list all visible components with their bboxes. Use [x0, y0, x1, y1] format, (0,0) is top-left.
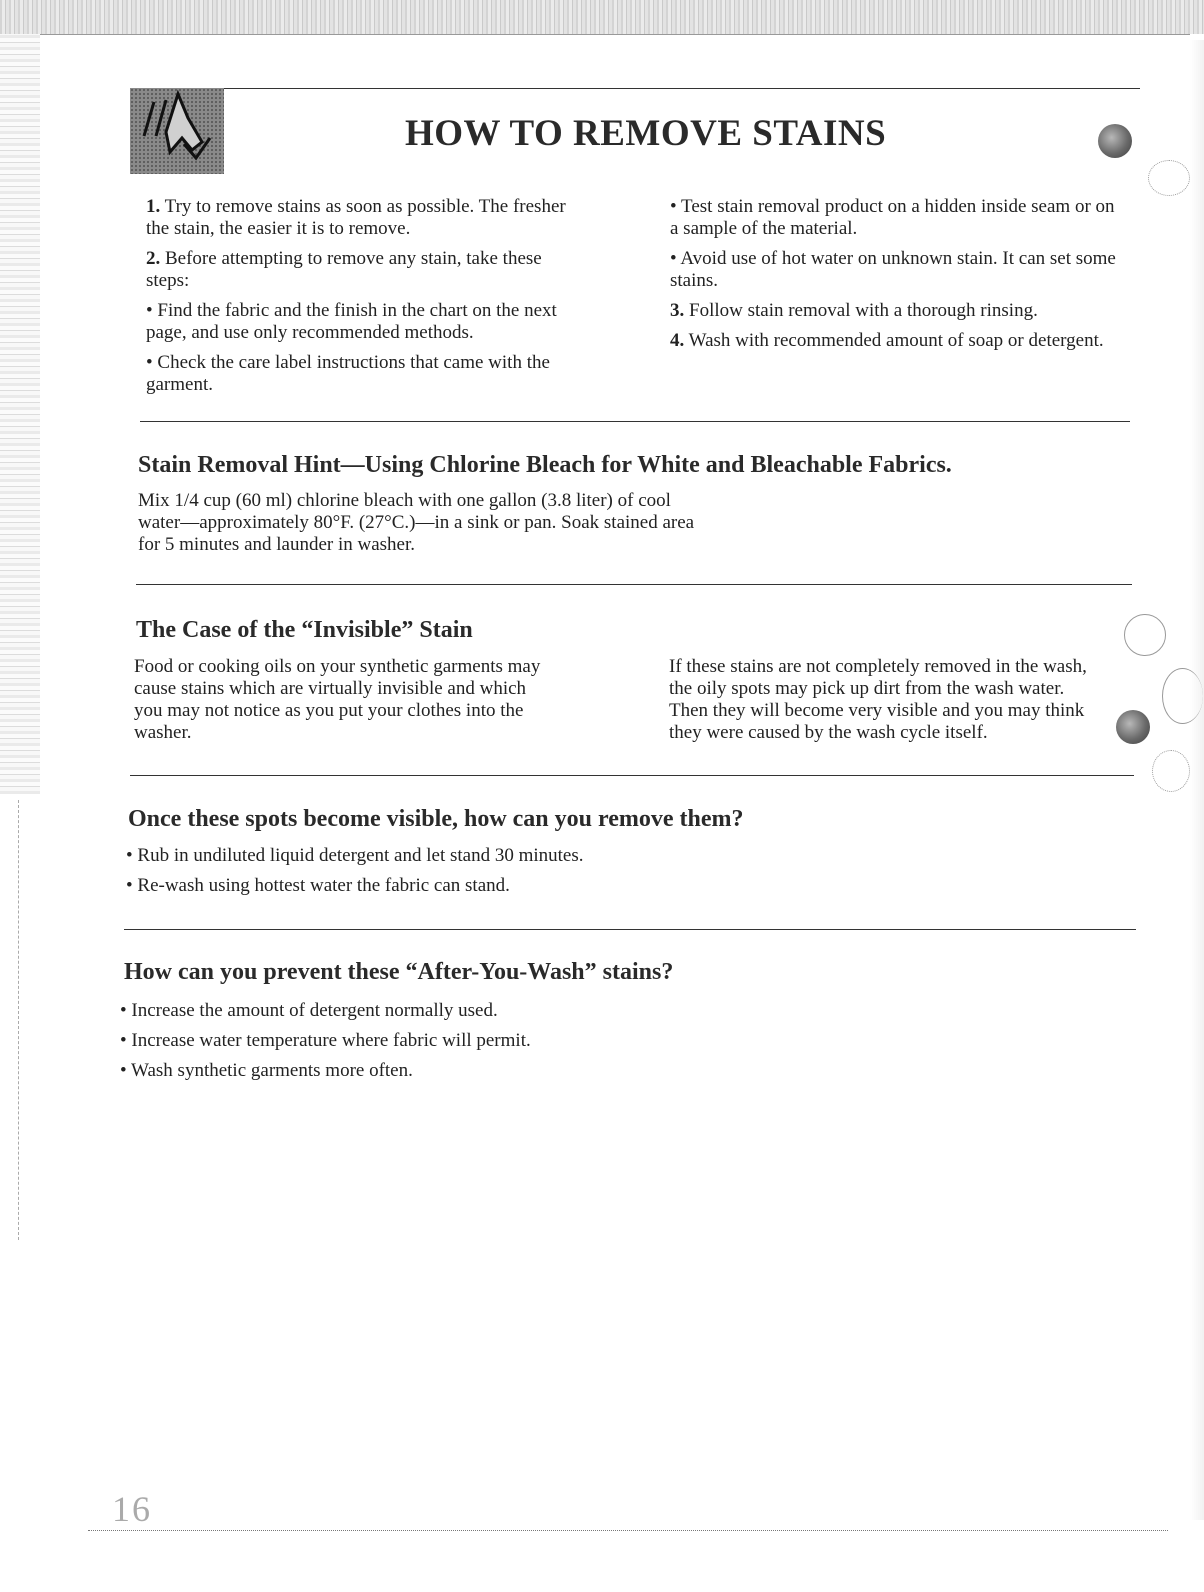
hint-body: [138, 490, 898, 556]
intro-left-column: [146, 196, 576, 404]
step-number: 3.: [670, 300, 685, 321]
punch-hole-shadow: [1152, 750, 1190, 792]
intro-text: Try to remove stains as soon as possible. The fresher the stain, the easier it is to remove.: [146, 196, 566, 239]
prevent-list: [120, 1000, 820, 1090]
invisible-heading: The Case of the “Invisible” Stain: [136, 617, 473, 643]
invisible-line: washer.: [134, 722, 192, 743]
punch-hole-top: [1098, 124, 1132, 158]
intro-item: [670, 196, 1120, 240]
visible-heading: Once these spots become visible, how can you remove them?: [128, 806, 744, 832]
hint-line: Mix 1/4 cup (60 ml) chlorine bleach with one gallon (3.8 liter) of cool: [138, 490, 671, 511]
scan-artifact-top: [0, 0, 1204, 34]
invisible-line: they were caused by the wash cycle itself.: [669, 722, 988, 743]
scan-artifact-left: [0, 34, 40, 794]
scan-artifact-line: [40, 34, 1190, 35]
intro-item: [146, 300, 576, 344]
section-divider: [136, 584, 1132, 585]
section-divider: [130, 775, 1134, 776]
section-divider: [140, 421, 1130, 422]
intro-item: [146, 196, 576, 240]
scan-artifact-right: [1190, 40, 1204, 1520]
hint-line: water—approximately 80°F. (27°C.)—in a sink or pan. Soak stained area: [138, 512, 695, 533]
page-number: 16: [112, 1489, 152, 1529]
intro-text: Follow stain removal with a thorough rinsing.: [684, 300, 1038, 321]
invisible-line: cause stains which are virtually invisible and which: [134, 678, 527, 699]
intro-text: • Find the fabric and the finish in the chart on the next page, and use only recommended methods.: [146, 300, 557, 343]
list-item: • Re-wash using hottest water the fabric can stand.: [126, 875, 510, 896]
intro-item: [670, 248, 1120, 292]
invisible-line: If these stains are not completely removed in the wash,: [669, 656, 1087, 677]
list-item: • Increase water temperature where fabric will permit.: [120, 1030, 531, 1051]
invisible-line: you may not notice as you put your clothes into the: [134, 700, 524, 721]
invisible-line: Food or cooking oils on your synthetic garments may: [134, 656, 541, 677]
scan-artifact-bottom-line: [88, 1530, 1168, 1531]
step-number: 4.: [670, 330, 685, 351]
intro-item: [146, 248, 576, 292]
intro-text: Before attempting to remove any stain, take these steps:: [146, 248, 542, 291]
intro-right-column: [670, 196, 1120, 360]
step-number: 1.: [146, 196, 161, 217]
list-item: • Increase the amount of detergent normally used.: [120, 1000, 498, 1021]
intro-item: [670, 300, 1120, 322]
invisible-left-column: [134, 656, 614, 744]
prevent-heading: How can you prevent these “After-You-Wash” stains?: [124, 959, 674, 985]
intro-text: • Avoid use of hot water on unknown stain. It can set some stains.: [670, 248, 1116, 291]
invisible-line: the oily spots may pick up dirt from the wash water.: [669, 678, 1065, 699]
step-number: 2.: [146, 248, 161, 269]
header-rule: [132, 88, 1140, 89]
invisible-right-column: [669, 656, 1139, 744]
punch-hole-edge: [1162, 668, 1203, 724]
punch-hole-shadow: [1148, 160, 1190, 196]
intro-item: [146, 352, 576, 396]
intro-text: Wash with recommended amount of soap or detergent.: [684, 330, 1104, 351]
hint-heading: Stain Removal Hint—Using Chlorine Bleach for White and Bleachable Fabrics.: [138, 452, 952, 478]
invisible-line: Then they will become very visible and you may think: [669, 700, 1085, 721]
intro-text: • Test stain removal product on a hidden inside seam or on a sample of the material.: [670, 196, 1115, 239]
hand-washing-icon: [130, 88, 224, 174]
intro-text: • Check the care label instructions that came with the garment.: [146, 352, 550, 395]
list-item: • Rub in undiluted liquid detergent and let stand 30 minutes.: [126, 845, 584, 866]
section-divider: [124, 929, 1136, 930]
scan-artifact-left-line: [18, 800, 20, 1240]
hint-line: for 5 minutes and launder in washer.: [138, 534, 416, 555]
punch-hole-bottom: [1124, 614, 1166, 656]
intro-item: [670, 330, 1120, 352]
list-item: • Wash synthetic garments more often.: [120, 1060, 413, 1081]
page-title: HOW TO REMOVE STAINS: [405, 113, 887, 154]
visible-list: [126, 845, 826, 905]
